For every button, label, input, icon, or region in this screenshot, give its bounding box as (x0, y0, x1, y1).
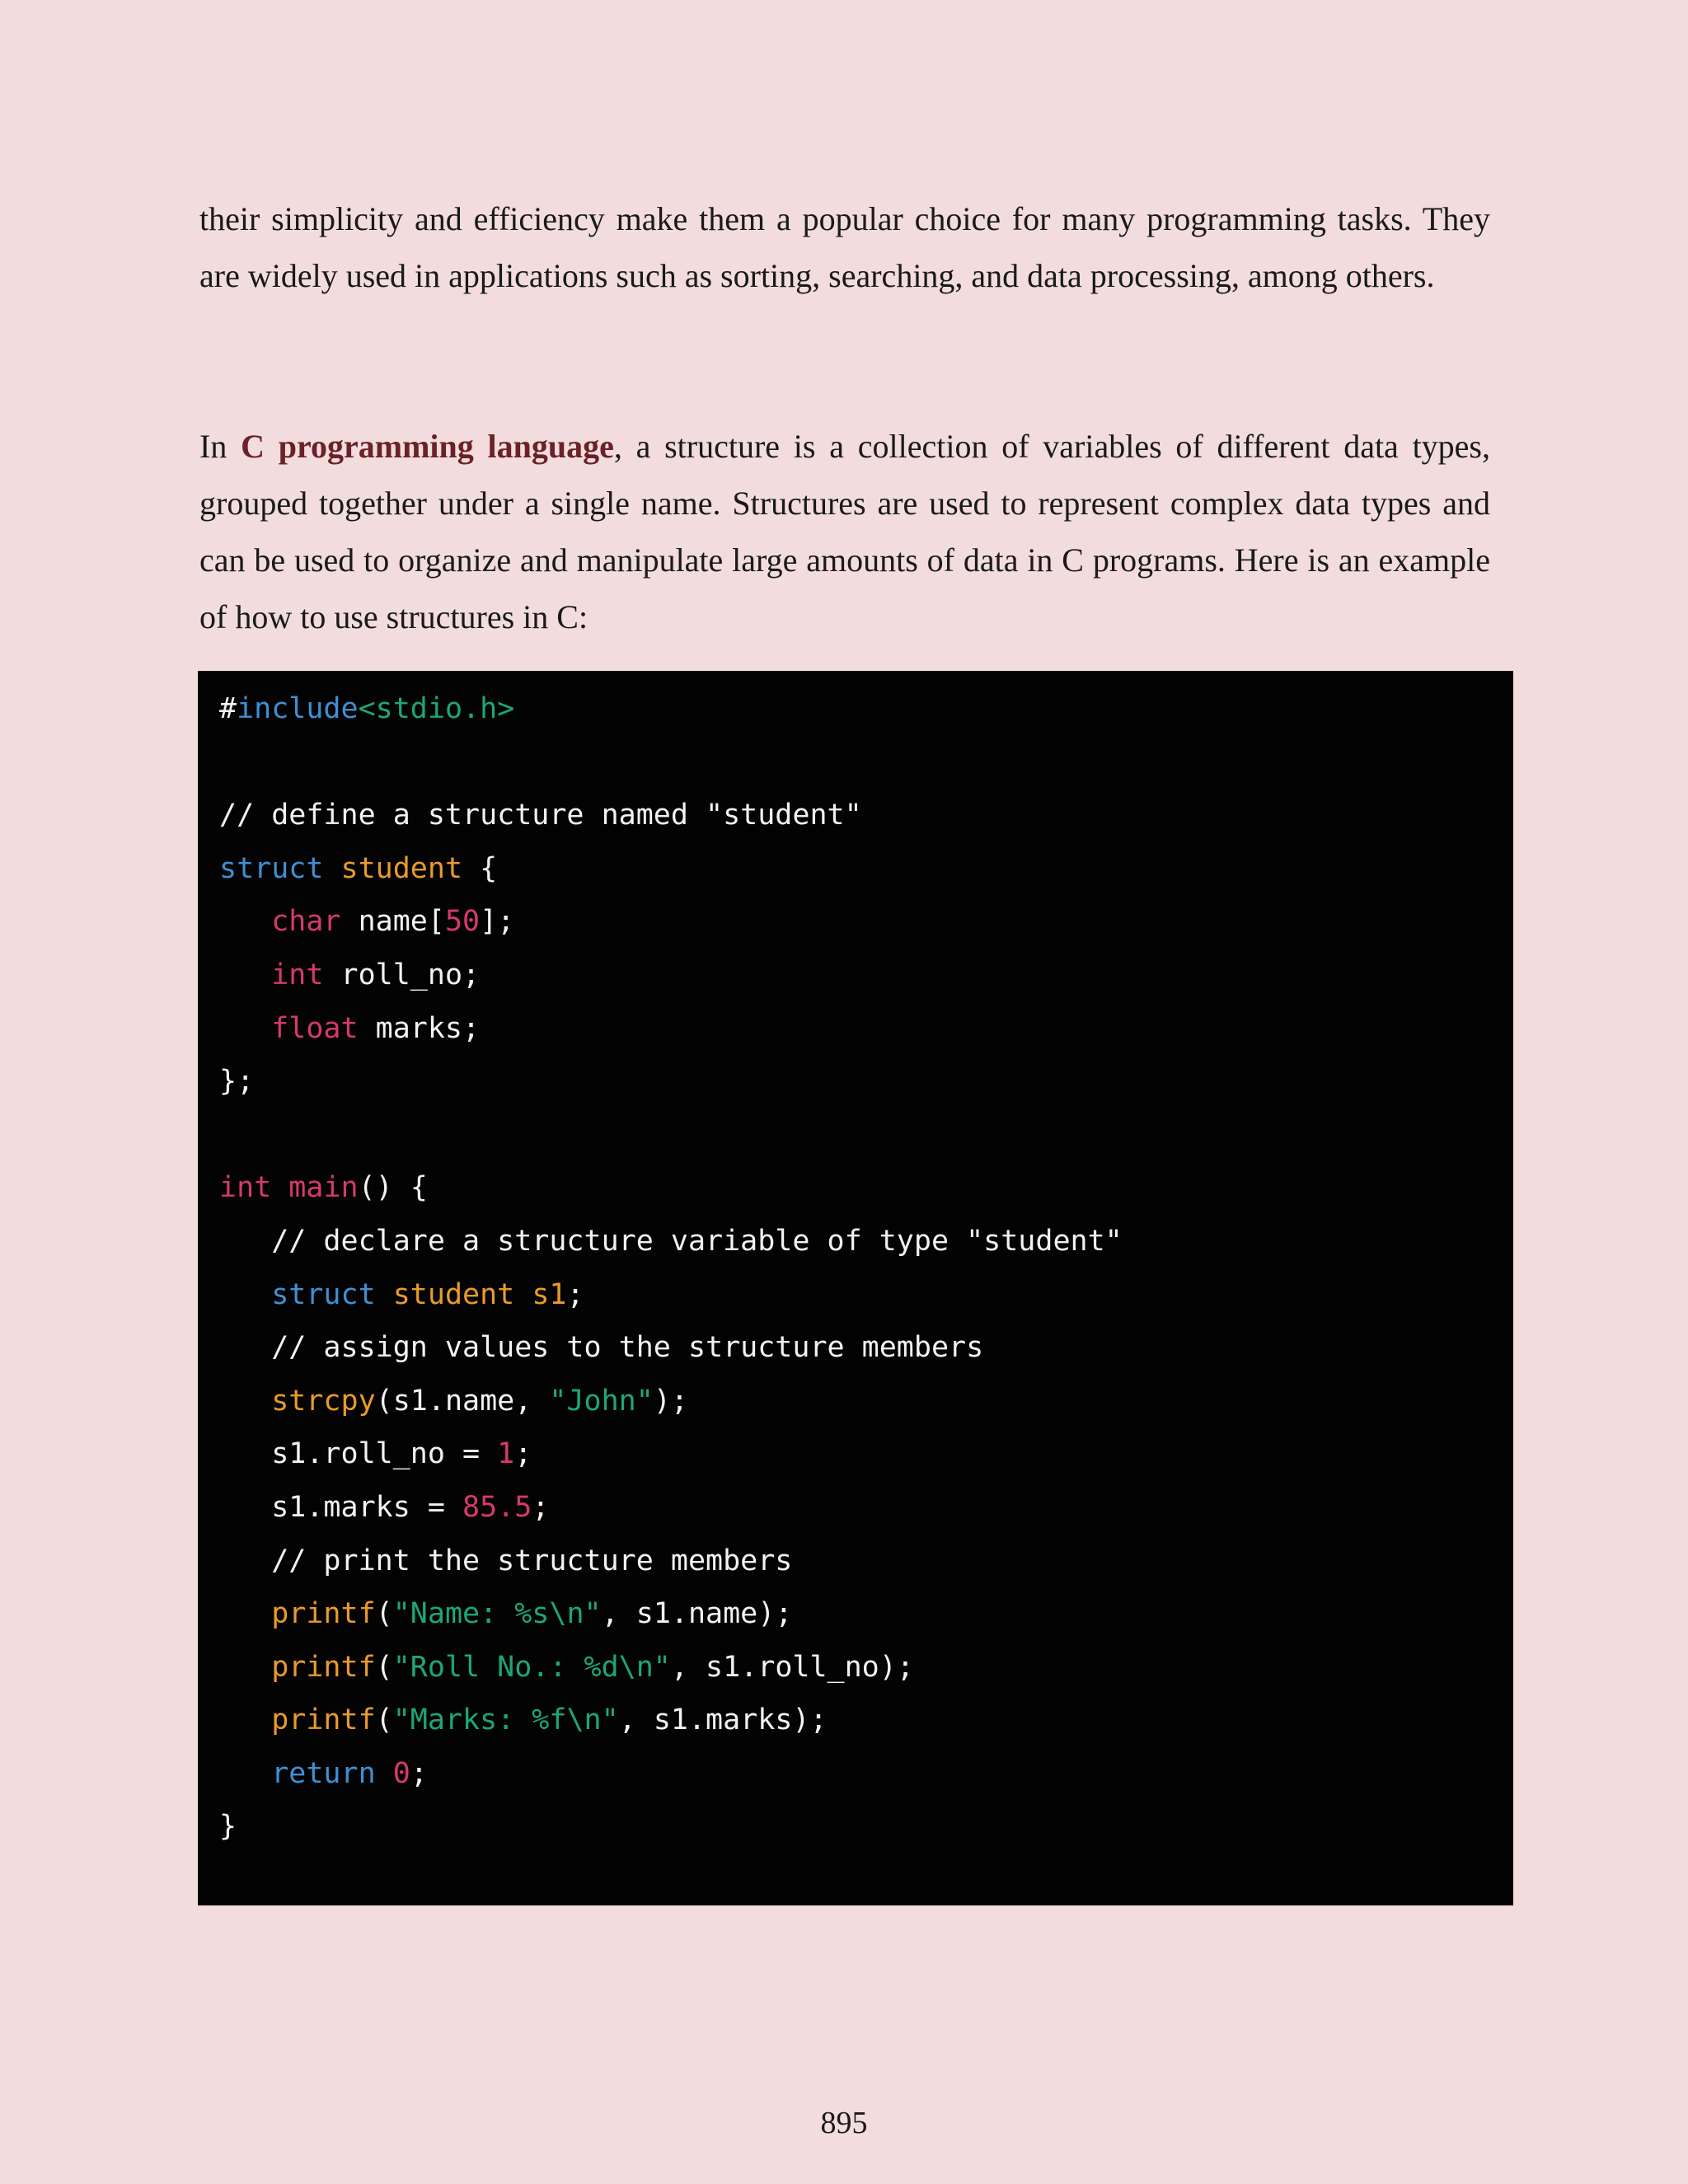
code-line (219, 1641, 1513, 1694)
code-line (219, 1055, 1513, 1108)
code-token: "Marks: %f\n" (392, 1704, 619, 1737)
code-token: ; (410, 1756, 428, 1790)
code-token: , s1.marks); (618, 1704, 828, 1737)
code-token: } (219, 1810, 237, 1844)
code-token: // define a structure named "student" (219, 799, 862, 832)
code-token: ]; (480, 905, 515, 939)
code-token: ; (514, 1437, 532, 1471)
code-token (219, 1651, 271, 1684)
code-token (219, 958, 271, 991)
code-line (219, 895, 1513, 949)
code-token: "John" (549, 1384, 654, 1418)
code-line (219, 842, 1513, 896)
code-token (323, 852, 340, 885)
code-line (219, 1161, 1513, 1215)
code-line (219, 1002, 1513, 1056)
code-token: (s1.name, (375, 1384, 550, 1418)
code-token: marks; (358, 1011, 481, 1045)
code-token: { (462, 851, 498, 885)
code-block (198, 671, 1513, 1905)
code-line (219, 1268, 1513, 1322)
code-line (219, 1108, 1513, 1162)
page-number: 895 (820, 2106, 868, 2140)
code-token (219, 1278, 271, 1311)
code-token: , s1.name); (601, 1597, 793, 1631)
code-token: "Name: %s\n" (392, 1597, 602, 1631)
code-token: ( (375, 1597, 393, 1631)
code-token: printf (271, 1650, 376, 1684)
code-token: s1 (532, 1277, 567, 1311)
code-token: // declare a structure variable of type "student" (219, 1224, 1123, 1258)
code-token (219, 1704, 271, 1736)
code-token: student (340, 851, 463, 885)
code-token: int (271, 958, 324, 991)
code-token: struct (219, 851, 324, 885)
code-token (271, 1171, 288, 1204)
code-token: ; (532, 1490, 550, 1524)
code-token: roll_no; (323, 958, 481, 991)
code-token: printf (271, 1597, 376, 1631)
code-token: 1 (497, 1437, 515, 1471)
code-token: // print the structure members (219, 1544, 793, 1577)
code-token (219, 1385, 271, 1418)
code-token (219, 905, 271, 938)
code-line (219, 1215, 1513, 1268)
code-line (219, 682, 1513, 736)
paragraph-suffix: , a structure is a collection of variables of different data types, grouped together under a single name. Structures are used to represent complex data types and can be used to organize and manipulate large amounts of data in C programs. Here is an example of how to use structures in C: (199, 428, 1490, 635)
code-line (219, 949, 1513, 1002)
code-token: 0 (392, 1756, 410, 1790)
code-token: student (392, 1277, 515, 1311)
code-token: <stdio.h> (358, 692, 515, 725)
code-token: ); (653, 1384, 688, 1418)
code-token: return (271, 1756, 376, 1790)
highlight-term: C programming language (241, 428, 614, 465)
code-token: name[ (340, 905, 445, 939)
code-line (219, 1587, 1513, 1641)
code-token (376, 1757, 393, 1790)
code-token: float (271, 1011, 359, 1045)
code-token: include (237, 692, 359, 725)
code-token: ; (566, 1277, 584, 1311)
code-line (219, 789, 1513, 842)
code-token (376, 1278, 393, 1311)
code-token: char (271, 905, 341, 939)
code-token: int (219, 1171, 272, 1205)
code-token: main (288, 1171, 359, 1205)
code-token: ( (375, 1704, 393, 1737)
code-token (219, 1757, 271, 1790)
code-token: "Roll No.: %d\n" (392, 1650, 671, 1684)
code-line (219, 1747, 1513, 1801)
code-line (219, 1481, 1513, 1535)
code-token: printf (271, 1704, 376, 1737)
paragraph-intro: their simplicity and efficiency make them a popular choice for many programming tasks. They are widely used in applications such as sorting, searching, and data processing, among others. (199, 200, 1490, 294)
code-token: 85.5 (462, 1490, 532, 1524)
code-token: }; (219, 1065, 255, 1099)
code-token (219, 1012, 271, 1045)
code-token: # (219, 692, 237, 725)
code-line (219, 1694, 1513, 1747)
code-line (219, 1321, 1513, 1375)
code-token: // assign values to the structure members (219, 1331, 984, 1365)
code-token: struct (271, 1277, 376, 1311)
code-line (219, 1375, 1513, 1428)
code-line (219, 1427, 1513, 1481)
code-token (219, 1597, 271, 1630)
code-token (514, 1278, 532, 1311)
code-token: strcpy (271, 1384, 376, 1418)
paragraph-prefix: In (199, 428, 241, 465)
code-token: , s1.roll_no); (670, 1650, 914, 1684)
code-token: s1.roll_no = (219, 1437, 498, 1471)
code-line (219, 1800, 1513, 1854)
code-line (219, 736, 1513, 790)
code-token: 50 (444, 905, 481, 939)
code-line (219, 1535, 1513, 1588)
code-token: () { (358, 1171, 428, 1205)
paragraph-structures (199, 418, 1490, 645)
code-token: ( (375, 1650, 393, 1684)
code-token: s1.marks = (219, 1490, 463, 1524)
